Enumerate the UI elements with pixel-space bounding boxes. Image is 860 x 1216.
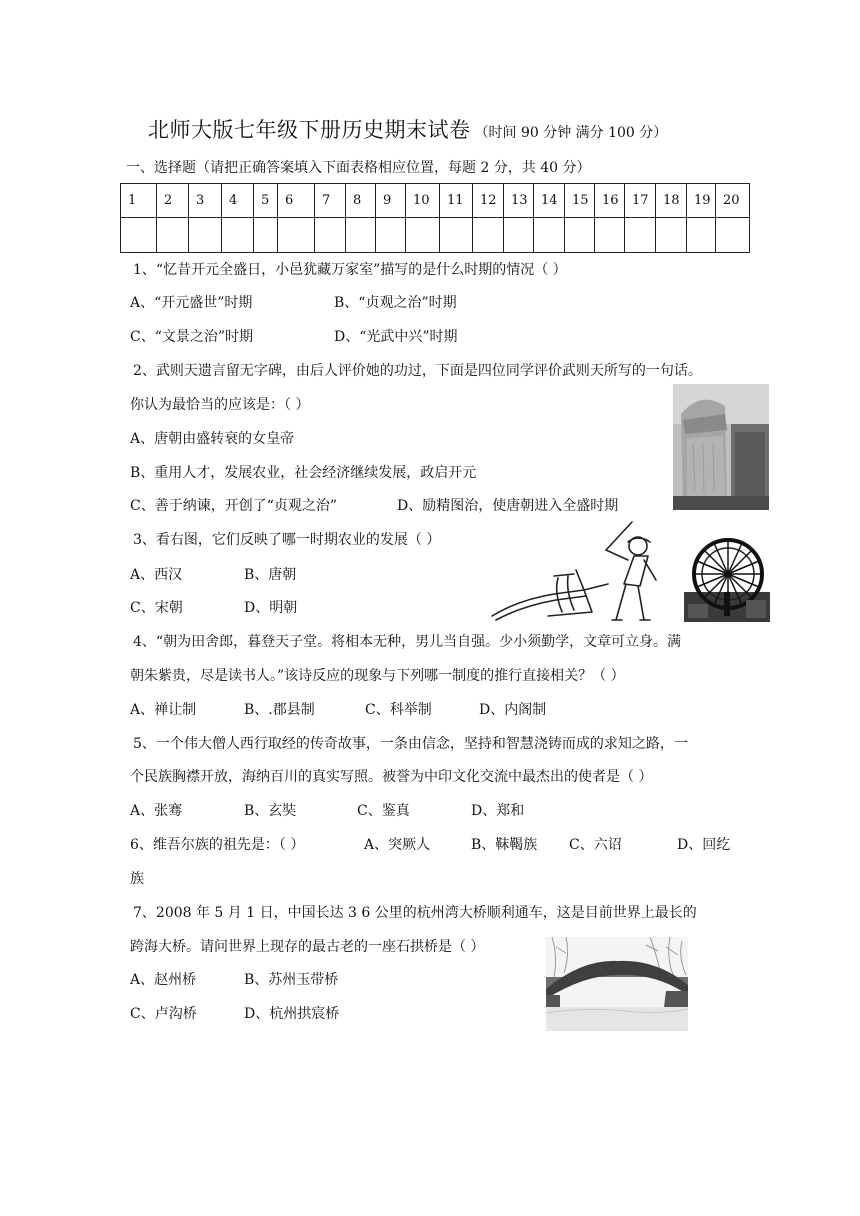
q7-stem-line2: 跨海大桥。请问世界上现存的最古老的一座石拱桥是（ ） xyxy=(130,939,485,955)
exam-subtitle: （时间 90 分钟 满分 100 分） xyxy=(474,125,668,141)
answer-cell[interactable] xyxy=(121,218,157,253)
q2-stem-line1: 2、武则天遗言留无字碑，由后人评价她的功过，下面是四位同学评价武则天所写的一句话。 xyxy=(133,363,702,379)
answer-cell[interactable] xyxy=(440,218,473,253)
q4-option-a: A、禅让制 xyxy=(130,702,197,718)
answer-cell[interactable] xyxy=(656,218,687,253)
q7-option-a: A、赵州桥 xyxy=(130,972,197,988)
answer-blank-row xyxy=(121,218,750,253)
answer-number: 7 xyxy=(315,184,346,218)
q5-option-a: A、张骞 xyxy=(130,803,183,819)
answer-cell[interactable] xyxy=(504,218,534,253)
answer-cell[interactable] xyxy=(222,218,254,253)
answer-cell[interactable] xyxy=(534,218,565,253)
q4-stem-line1: 4、“朝为田舍郎，暮登天子堂。将相本无种，男儿当自强。少小须勤学，文章可立身。满 xyxy=(133,634,682,650)
q6-option-c: C、六诏 xyxy=(569,837,622,853)
answer-cell[interactable] xyxy=(189,218,222,253)
answer-number: 8 xyxy=(346,184,376,218)
answer-number-row xyxy=(121,184,750,218)
q6-stem: 6、维吾尔族的祖先是：（ ） xyxy=(130,837,305,853)
q1-option-c: C、“文景之治”时期 xyxy=(130,329,254,345)
answer-cell[interactable] xyxy=(315,218,346,253)
answer-cell[interactable] xyxy=(346,218,376,253)
answer-cell[interactable] xyxy=(716,218,750,253)
q5-option-b: B、玄奘 xyxy=(244,803,297,819)
q2-stem-line2: 你认为最恰当的应该是：（ ） xyxy=(130,397,310,413)
q7-stem-line1: 7、2008 年 5 月 1 日，中国长达 3 6 公里的杭州湾大桥顺利通车，这是目前世界上最长的 xyxy=(133,905,697,921)
q6-option-d-wrap: 族 xyxy=(130,871,144,887)
waterwheel-photo xyxy=(684,534,770,622)
q6-option-b: B、靺鞨族 xyxy=(471,837,538,853)
answer-number: 5 xyxy=(254,184,278,218)
answer-cell[interactable] xyxy=(625,218,656,253)
q2-option-a: A、唐朝由盛转衰的女皇帝 xyxy=(130,431,295,447)
q4-option-d: D、内阁制 xyxy=(479,702,547,718)
q3-stem: 3、看右图，它们反映了哪一时期农业的发展（ ） xyxy=(133,532,441,548)
q4-option-b: B、.郡县制 xyxy=(244,702,315,718)
answer-number: 10 xyxy=(406,184,440,218)
q1-option-d: D、“光武中兴”时期 xyxy=(334,329,458,345)
answer-number: 2 xyxy=(157,184,189,218)
q2-option-c: C、善于纳谏，开创了“贞观之治” xyxy=(130,498,338,514)
q2-option-b: B、重用人才，发展农业，社会经济继续发展，政启开元 xyxy=(130,465,477,481)
answer-cell[interactable] xyxy=(595,218,625,253)
q5-option-d: D、郑和 xyxy=(471,803,525,819)
section-heading: 一、选择题（请把正确答案填入下面表格相应位置，每题 2 分，共 40 分） xyxy=(126,160,591,176)
answer-cell[interactable] xyxy=(254,218,278,253)
answer-number: 16 xyxy=(595,184,625,218)
q6-option-a: A、突厥人 xyxy=(364,837,431,853)
q3-option-c: C、宋朝 xyxy=(130,600,183,616)
q3-option-d: D、明朝 xyxy=(244,600,298,616)
answer-number: 3 xyxy=(189,184,222,218)
answer-number: 6 xyxy=(278,184,315,218)
answer-number: 18 xyxy=(656,184,687,218)
answer-cell[interactable] xyxy=(565,218,595,253)
q4-option-c: C、科举制 xyxy=(365,702,432,718)
q5-stem-line1: 5、一个伟大僧人西行取经的传奇故事，一条由信念，坚持和智慧浇铸而成的求知之路，一 xyxy=(133,736,688,752)
answer-number: 20 xyxy=(716,184,750,218)
answer-table xyxy=(120,183,750,253)
answer-number: 12 xyxy=(473,184,504,218)
answer-cell[interactable] xyxy=(376,218,406,253)
answer-number: 4 xyxy=(222,184,254,218)
q6-option-d: D、回纥 xyxy=(677,837,731,853)
q1-option-b: B、“贞观之治”时期 xyxy=(334,295,457,311)
q7-option-b: B、苏州玉带桥 xyxy=(244,972,339,988)
answer-number: 9 xyxy=(376,184,406,218)
plough-drawing xyxy=(488,520,668,626)
answer-cell[interactable] xyxy=(157,218,189,253)
answer-number: 17 xyxy=(625,184,656,218)
q3-option-a: A、西汉 xyxy=(130,567,183,583)
q5-stem-line2: 个民族胸襟开放，海纳百川的真实写照。被誉为中印文化交流中最杰出的使者是（ ） xyxy=(130,769,653,785)
q1-option-a: A、“开元盛世”时期 xyxy=(130,295,253,311)
bridge-photo xyxy=(546,937,688,1031)
answer-cell[interactable] xyxy=(406,218,440,253)
exam-title-text: 北师大版七年级下册历史期末试卷 xyxy=(148,118,471,142)
q7-option-c: C、卢沟桥 xyxy=(130,1006,197,1022)
q4-stem-line2: 朝朱紫贵，尽是读书人。”该诗反应的现象与下列哪一制度的推行直接相关？（ ） xyxy=(130,668,625,684)
answer-number: 14 xyxy=(534,184,565,218)
q7-option-d: D、杭州拱宸桥 xyxy=(244,1006,340,1022)
answer-number: 11 xyxy=(440,184,473,218)
q3-option-b: B、唐朝 xyxy=(244,567,297,583)
q2-option-d: D、励精图治，使唐朝进入全盛时期 xyxy=(397,498,619,514)
answer-number: 15 xyxy=(565,184,595,218)
answer-number: 1 xyxy=(121,184,157,218)
q5-option-c: C、鉴真 xyxy=(357,803,410,819)
answer-cell[interactable] xyxy=(278,218,315,253)
answer-number: 19 xyxy=(687,184,716,218)
answer-cell[interactable] xyxy=(687,218,716,253)
answer-number: 13 xyxy=(504,184,534,218)
stele-photo xyxy=(673,384,769,510)
exam-title xyxy=(148,114,667,144)
q1-stem: 1、“忆昔开元全盛日，小邑犹藏万家室”描写的是什么时期的情况（ ） xyxy=(133,262,567,278)
answer-cell[interactable] xyxy=(473,218,504,253)
